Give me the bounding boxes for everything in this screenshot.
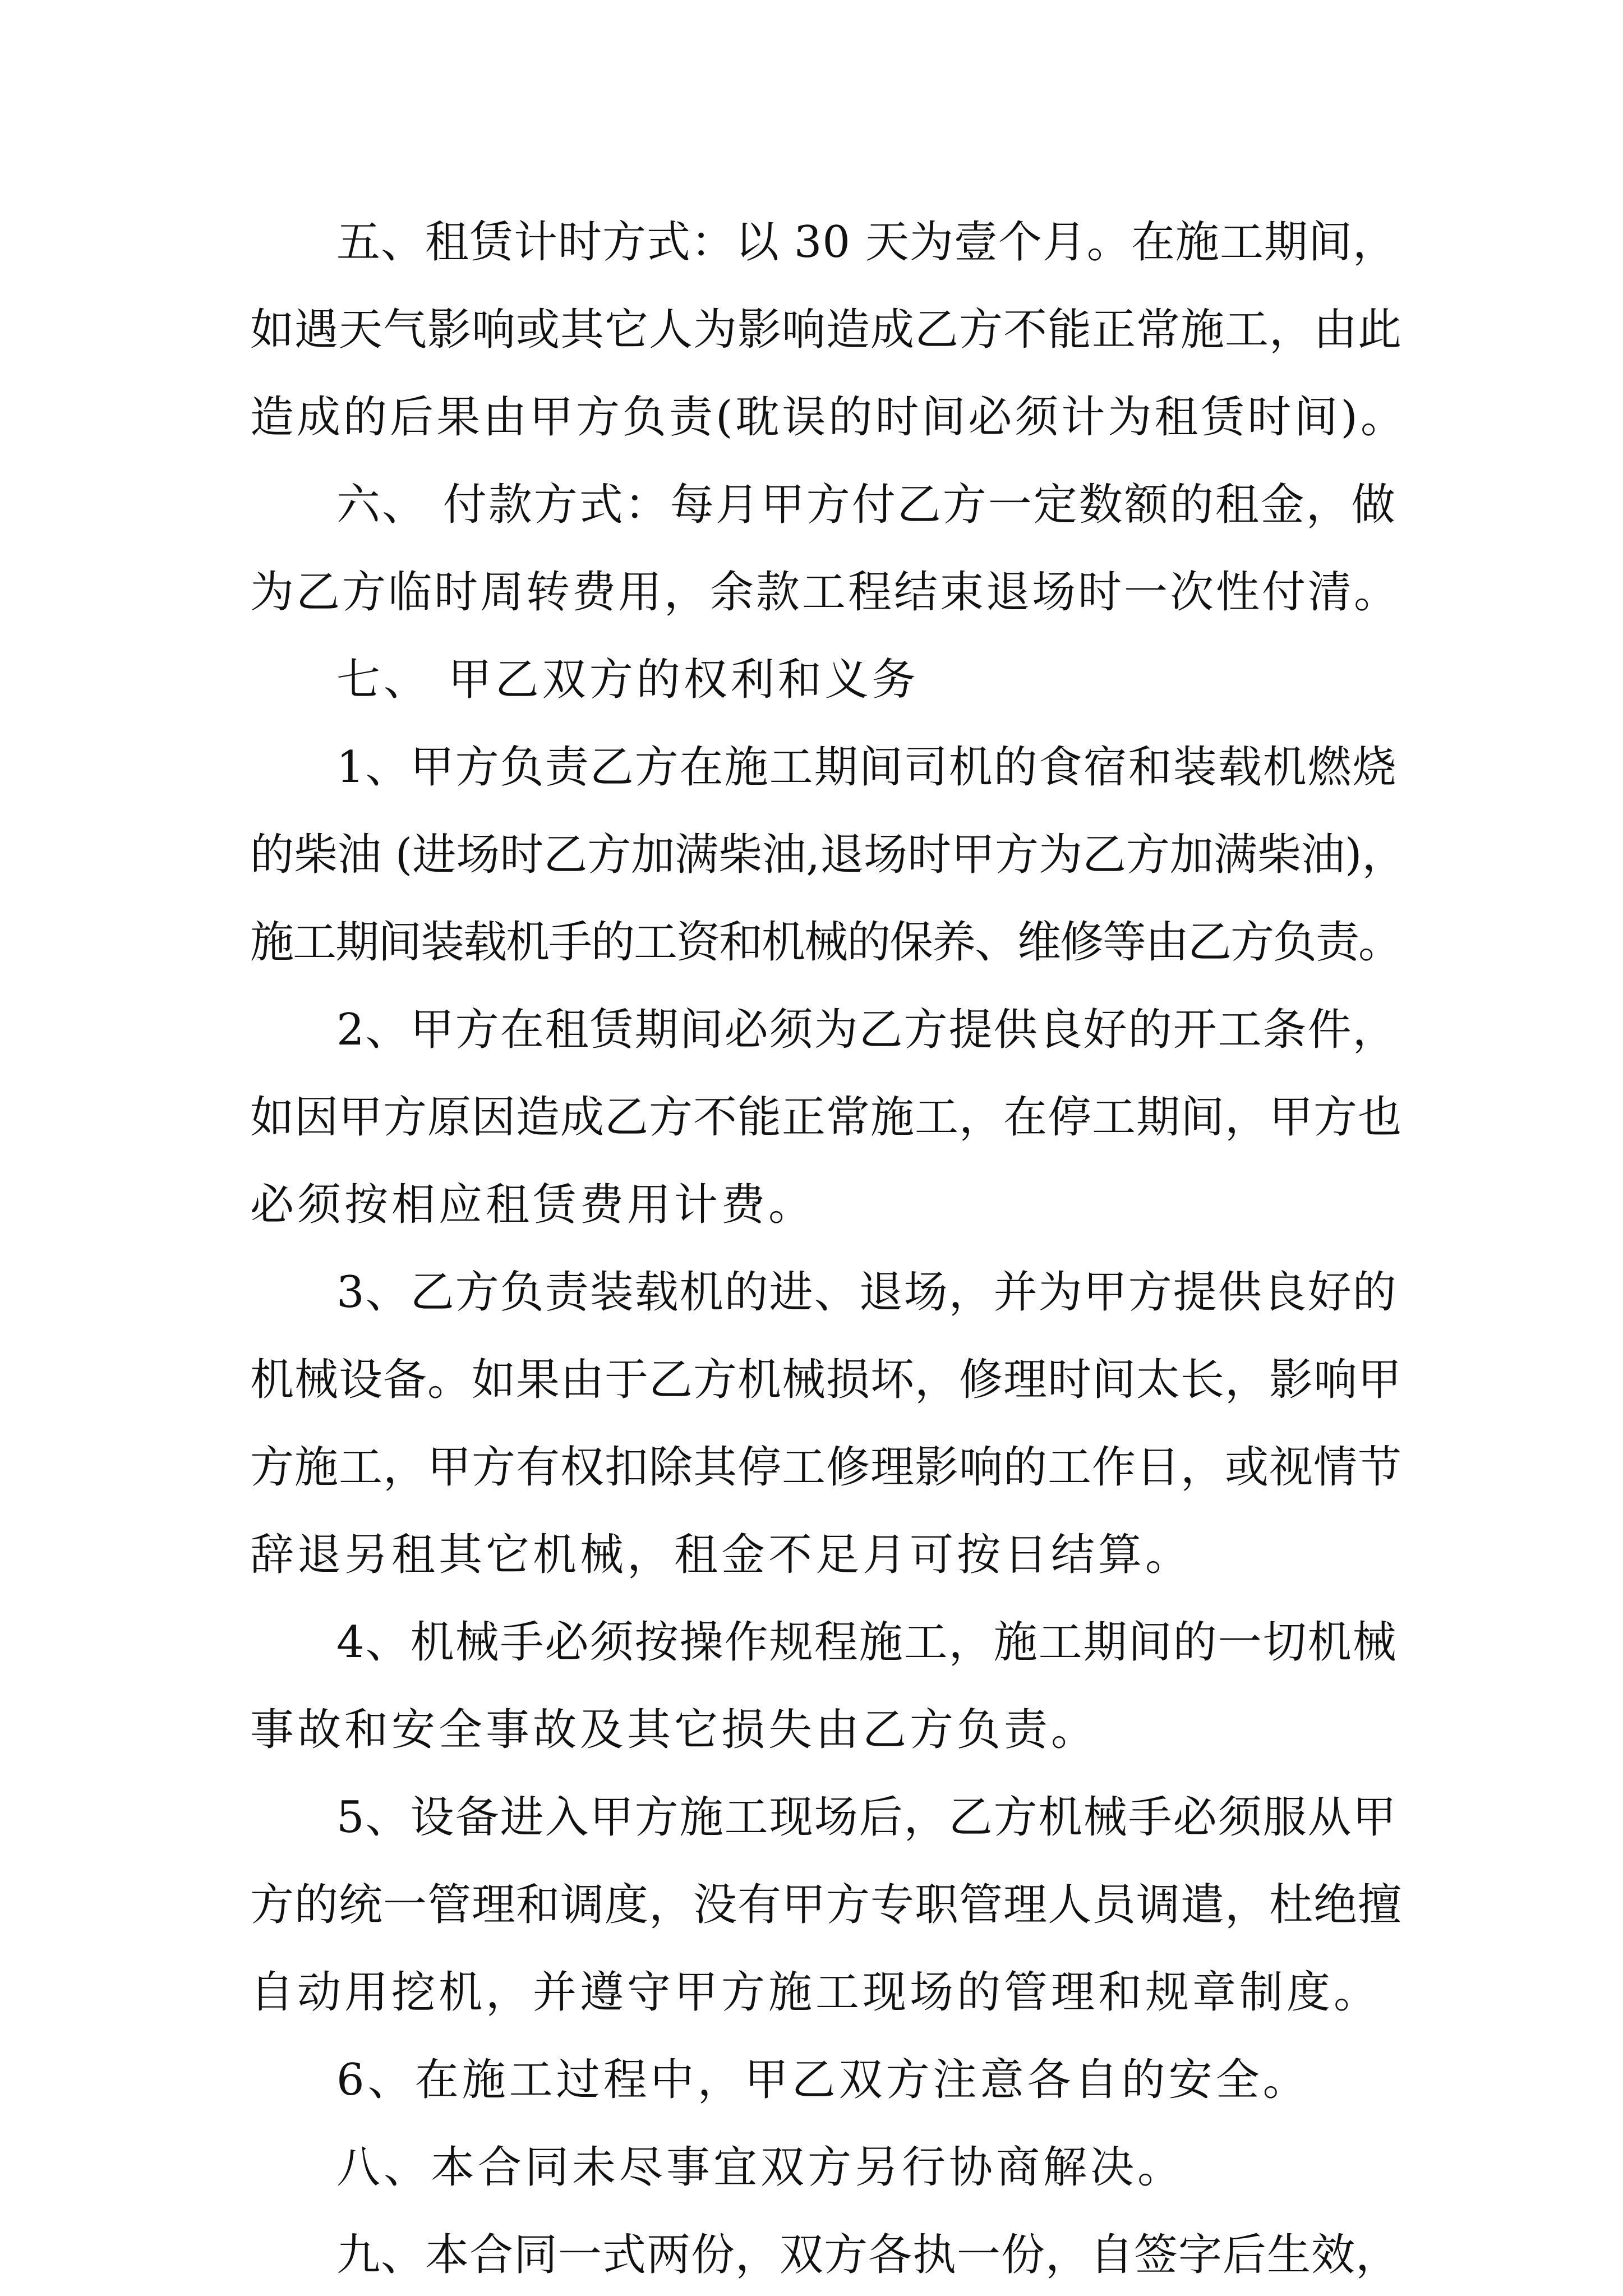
text-line-6: 七、 甲乙双方的权利和义务 [336, 655, 919, 705]
text-line-14: 机械设备。如果由于乙方机械损坏，修理时间太长，影响甲 [250, 1355, 1403, 1405]
text-line-7: 1、甲方负责乙方在施工期间司机的食宿和装载机燃烧 [336, 742, 1398, 793]
text-line-20: 方的统一管理和调度，没有甲方专职管理人员调遣，杜绝擅 [250, 1880, 1403, 1930]
text-line-17: 4、机械手必须按操作规程施工，施工期间的一切机械 [336, 1617, 1398, 1668]
text-line-9: 施工期间装载机手的工资和机械的保养、维修等由乙方负责。 [250, 917, 1401, 968]
text-line-15: 方施工，甲方有权扣除其停工修理影响的工作日，或视情节 [250, 1442, 1403, 1493]
text-line-18: 事故和安全事故及其它损失由乙方负责。 [250, 1705, 1099, 1755]
text-line-13: 3、乙方负责装载机的进、退场，并为甲方提供良好的 [336, 1267, 1398, 1318]
text-line-8: 的柴油 (进场时乙方加满柴油,退场时甲方为乙方加满柴油)， [250, 830, 1406, 880]
text-line-1: 五、租赁计时方式：以 30 天为壹个月。在施工期间， [336, 217, 1397, 268]
text-line-24: 九、本合同一式两份，双方各执一份，自签字后生效， [336, 2230, 1400, 2280]
text-line-10: 2、甲方在租赁期间必须为乙方提供良好的开工条件， [336, 1005, 1398, 1055]
text-line-23: 八、本合同未尽事宜双方另行协商解决。 [336, 2142, 1185, 2193]
text-line-16: 辞退另租其它机械，租金不足月可按日结算。 [250, 1530, 1193, 1580]
text-line-19: 5、设备进入甲方施工现场后，乙方机械手必须服从甲 [336, 1792, 1398, 1843]
text-line-11: 如因甲方原因造成乙方不能正常施工，在停工期间，甲方也 [250, 1092, 1403, 1143]
text-line-12: 必须按相应租赁费用计费。 [250, 1180, 816, 1230]
text-line-4: 六、 付款方式：每月甲方付乙方一定数额的租金，做 [336, 480, 1397, 530]
text-line-3: 造成的后果由甲方负责(耽误的时间必须计为租赁时间)。 [250, 392, 1407, 443]
text-line-21: 自动用挖机，并遵守甲方施工现场的管理和规章制度。 [250, 1967, 1381, 2018]
text-line-2: 如遇天气影响或其它人为影响造成乙方不能正常施工，由此 [250, 305, 1403, 355]
text-line-5: 为乙方临时周转费用，余款工程结束退场时一次性付清。 [250, 567, 1400, 618]
text-line-22: 6、在施工过程中，甲乙双方注意各自的安全。 [336, 2055, 1310, 2105]
